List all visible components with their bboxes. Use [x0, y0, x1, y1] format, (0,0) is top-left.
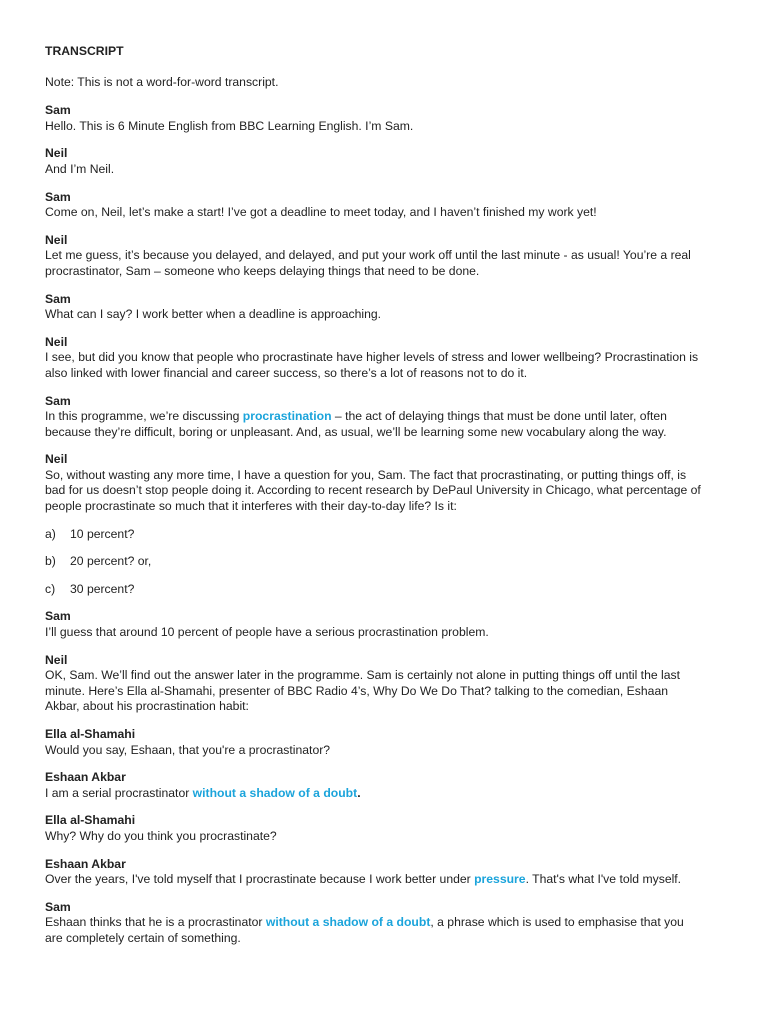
dialogue-line: Akbar, about his procrastination habit:	[45, 699, 249, 714]
dialogue-line: Why? Why do you think you procrastinate?	[45, 828, 277, 843]
dialogue-line: What can I say? I work better when a deadline is approaching.	[45, 307, 382, 322]
speaker-name: Neil	[45, 146, 68, 161]
option-text: 20 percent? or,	[70, 554, 152, 569]
dialogue-line: I’ll guess that around 10 percent of people have a serious procrastination problem.	[45, 625, 489, 640]
line-text: – the act of delaying things that must be done until later, often	[331, 409, 667, 424]
speaker-name: Sam	[45, 291, 71, 306]
dialogue-entry	[45, 103, 735, 134]
option-text: 30 percent?	[70, 581, 135, 596]
speaker-name: Neil	[45, 652, 68, 667]
transcript-page	[45, 44, 735, 959]
dialogue-line: because they’re difficult, boring or unpleasant. And, as usual, we’ll be learning some new vocabulary along the way.	[45, 424, 667, 439]
dialogue-entry	[45, 813, 735, 844]
transcript-note: Note: This is not a word-for-word transcript.	[45, 74, 279, 89]
dialogue-entry	[45, 233, 735, 280]
speaker-name: Neil	[45, 452, 68, 467]
dialogue-entry	[45, 770, 735, 801]
speaker-name: Ella al-Shamahi	[45, 813, 136, 828]
dialogue-line: I see, but did you know that people who procrastinate have higher levels of stress and lower wellbeing? Procrastination is	[45, 350, 699, 365]
speaker-name: Sam	[45, 899, 71, 914]
document-title: TRANSCRIPT	[45, 44, 124, 58]
dialogue-entry	[45, 857, 735, 888]
speaker-name: Eshaan Akbar	[45, 856, 126, 871]
speaker-name: Eshaan Akbar	[45, 770, 126, 785]
dialogue-line: bad for us doesn’t stop people doing it. According to recent research by DePaul University in Chicago, what percentage of	[45, 483, 701, 498]
line-text: Eshaan thinks that he is a procrastinator	[45, 915, 266, 930]
quiz-option	[45, 527, 735, 543]
vocabulary-highlight: pressure	[474, 872, 526, 887]
speaker-name: Sam	[45, 609, 71, 624]
dialogue-line: And I’m Neil.	[45, 161, 115, 176]
option-label: a)	[45, 526, 56, 541]
dialogue-entry	[45, 394, 735, 441]
speaker-name: Sam	[45, 393, 71, 408]
dialogue-entry	[45, 609, 735, 640]
dialogue-line	[45, 872, 735, 888]
dialogue-entry	[45, 900, 735, 947]
vocabulary-highlight: without a shadow of a doubt	[192, 785, 358, 800]
quiz-option	[45, 582, 735, 598]
vocabulary-highlight: procrastination	[242, 409, 332, 424]
option-text: 10 percent?	[70, 526, 135, 541]
line-text: . That's what I've told myself.	[525, 872, 682, 887]
option-label: c)	[45, 581, 56, 596]
line-text: Over the years, I've told myself that I procrastinate because I work better under	[45, 872, 475, 887]
dialogue-entry	[45, 292, 735, 323]
dialogue-line: people procrastinate so much that it interferes with their day-to-day life? Is it:	[45, 499, 457, 514]
speaker-name: Ella al-Shamahi	[45, 727, 136, 741]
dialogue-line: Would you say, Eshaan, that you're a procrastinator?	[45, 742, 331, 757]
quiz-options	[45, 527, 735, 598]
dialogue-line: also linked with lower financial and career success, so there’s a lot of reasons not to do it.	[45, 365, 528, 380]
speaker-name: Sam	[45, 103, 71, 118]
dialogue-line: Come on, Neil, let’s make a start! I’ve got a deadline to meet today, and I haven’t finished my work yet!	[45, 205, 597, 220]
dialogue-line: So, without wasting any more time, I have a question for you, Sam. The fact that procrastinating, or putting things off, is	[45, 467, 687, 482]
dialogue-entry	[45, 452, 735, 514]
dialogue-line: OK, Sam. We’ll find out the answer later in the programme. Sam is certainly not alone in putting things off until the last	[45, 668, 680, 683]
dialogue-line	[45, 915, 735, 931]
speaker-name: Sam	[45, 189, 71, 204]
dialogue-line: minute. Here’s Ella al-Shamahi, presenter of BBC Radio 4’s, Why Do We Do That? talking to the comedian, Eshaan	[45, 683, 669, 698]
dialogue-line	[45, 786, 735, 802]
dialogue-entry	[45, 146, 735, 177]
dialogue-line	[45, 409, 735, 425]
dialogue-line: Let me guess, it’s because you delayed, and delayed, and put your work off until the last minute - as usual! You’re a real	[45, 248, 691, 263]
dialogue-line: are completely certain of something.	[45, 930, 241, 945]
dialogue-entry	[45, 335, 735, 382]
vocabulary-highlight: without a shadow of a doubt	[265, 915, 431, 930]
option-label: b)	[45, 554, 56, 569]
speaker-name: Neil	[45, 334, 68, 349]
dialogue-line: procrastinator, Sam – someone who keeps delaying things that need to be done.	[45, 263, 480, 278]
dialogue-entry	[45, 727, 735, 758]
dialogue-line: Hello. This is 6 Minute English from BBC Learning English. I’m Sam.	[45, 118, 414, 133]
line-text: In this programme, we’re discussing	[45, 409, 243, 424]
line-text: I am a serial procrastinator	[45, 785, 193, 800]
quiz-option	[45, 554, 735, 570]
speaker-name: Neil	[45, 232, 68, 247]
dialogue-entry	[45, 190, 735, 221]
dialogue-entry	[45, 653, 735, 715]
line-text: .	[357, 785, 361, 800]
line-text: , a phrase which is used to emphasise that you	[430, 915, 684, 930]
